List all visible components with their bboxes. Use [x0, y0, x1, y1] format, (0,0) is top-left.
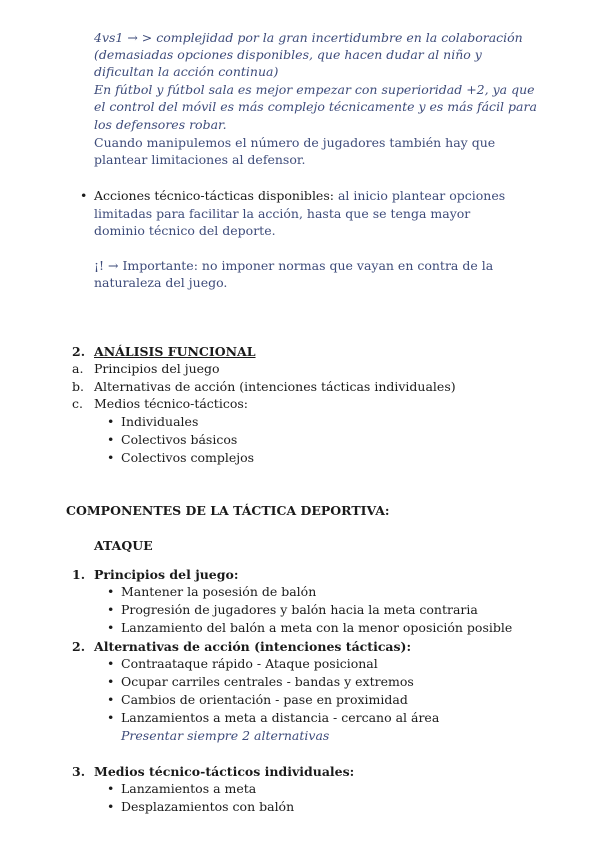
analisis-marker-c: c. — [72, 396, 83, 411]
acciones-text-first: al inicio plantear opciones — [333, 188, 506, 203]
analisis-item-c: Medios técnico-tácticos: — [94, 396, 248, 411]
intro-plain-line-2: plantear limitaciones al defensor. — [94, 152, 306, 167]
analisis-sub-item-3: • Colectivos complejos — [121, 449, 254, 466]
section-1-bullet-3: • Lanzamiento del balón a meta con la menor oposición posible — [121, 619, 512, 636]
importante-line-1: ¡! → Importante: no imponer normas que vayan en contra de la — [94, 258, 494, 273]
section-3-bullet-1: • Lanzamientos a meta — [121, 780, 256, 797]
analisis-item-b: Alternativas de acción (intenciones tácticas individuales) — [94, 379, 456, 394]
section-1-title: Principios del juego: — [94, 567, 239, 582]
importante-line-2: naturaleza del juego. — [94, 275, 228, 290]
analisis-sub-item-1: • Individuales — [121, 413, 198, 430]
analisis-sub-item-2: • Colectivos básicos — [121, 431, 237, 448]
analisis-marker-b: b. — [72, 379, 84, 394]
ataque-subtitle: ATAQUE — [94, 538, 153, 553]
analisis-title: ANÁLISIS FUNCIONAL — [94, 344, 256, 359]
section-2-bullet-4: • Lanzamientos a meta a distancia - cercano al área — [121, 709, 439, 726]
analisis-item-a: Principios del juego — [94, 361, 220, 376]
intro-line-5: el control del móvil es más complejo técnicamente y es más fácil para — [94, 99, 537, 114]
acciones-bullet — [94, 187, 505, 204]
acciones-line-2: limitadas para facilitar la acción, hasta que se tenga mayor — [94, 206, 471, 221]
intro-line-4: En fútbol y fútbol sala es mejor empezar con superioridad +2, ya que — [94, 82, 535, 97]
acciones-label: Acciones técnico-tácticas disponibles: — [94, 188, 334, 203]
section-3-bullet-2: • Desplazamientos con balón — [121, 798, 294, 815]
section-2-bullet-2: • Ocupar carriles centrales - bandas y extremos — [121, 673, 414, 690]
section-3-title: Medios técnico-tácticos individuales: — [94, 764, 355, 779]
section-1-number: 1. — [72, 567, 86, 582]
section-2-bullet-1: • Contraataque rápido - Ataque posicional — [121, 655, 378, 672]
section-2-bullet-3: • Cambios de orientación - pase en proximidad — [121, 691, 408, 708]
analisis-number: 2. — [72, 344, 86, 359]
intro-line-6: los defensores robar. — [94, 117, 227, 132]
intro-plain-line-1: Cuando manipulemos el número de jugadores también hay que — [94, 135, 496, 150]
section-2-title: Alternativas de acción (intenciones tácticas): — [94, 639, 412, 654]
section-2-number: 2. — [72, 639, 86, 654]
analisis-marker-a: a. — [72, 361, 84, 376]
section-2-note: Presentar siempre 2 alternativas — [121, 728, 330, 743]
intro-line-1: 4vs1 → > complejidad por la gran incertidumbre en la colaboración — [94, 30, 523, 45]
componentes-title: COMPONENTES DE LA TÁCTICA DEPORTIVA: — [66, 503, 390, 518]
intro-line-3: dificultan la acción continua) — [94, 64, 279, 79]
acciones-line-3: dominio técnico del deporte. — [94, 223, 276, 238]
intro-line-2: (demasiadas opciones disponibles, que hacen dudar al niño y — [94, 47, 482, 62]
section-1-bullet-1: • Mantener la posesión de balón — [121, 583, 316, 600]
section-3-number: 3. — [72, 764, 86, 779]
section-1-bullet-2: • Progresión de jugadores y balón hacia la meta contraria — [121, 601, 478, 618]
